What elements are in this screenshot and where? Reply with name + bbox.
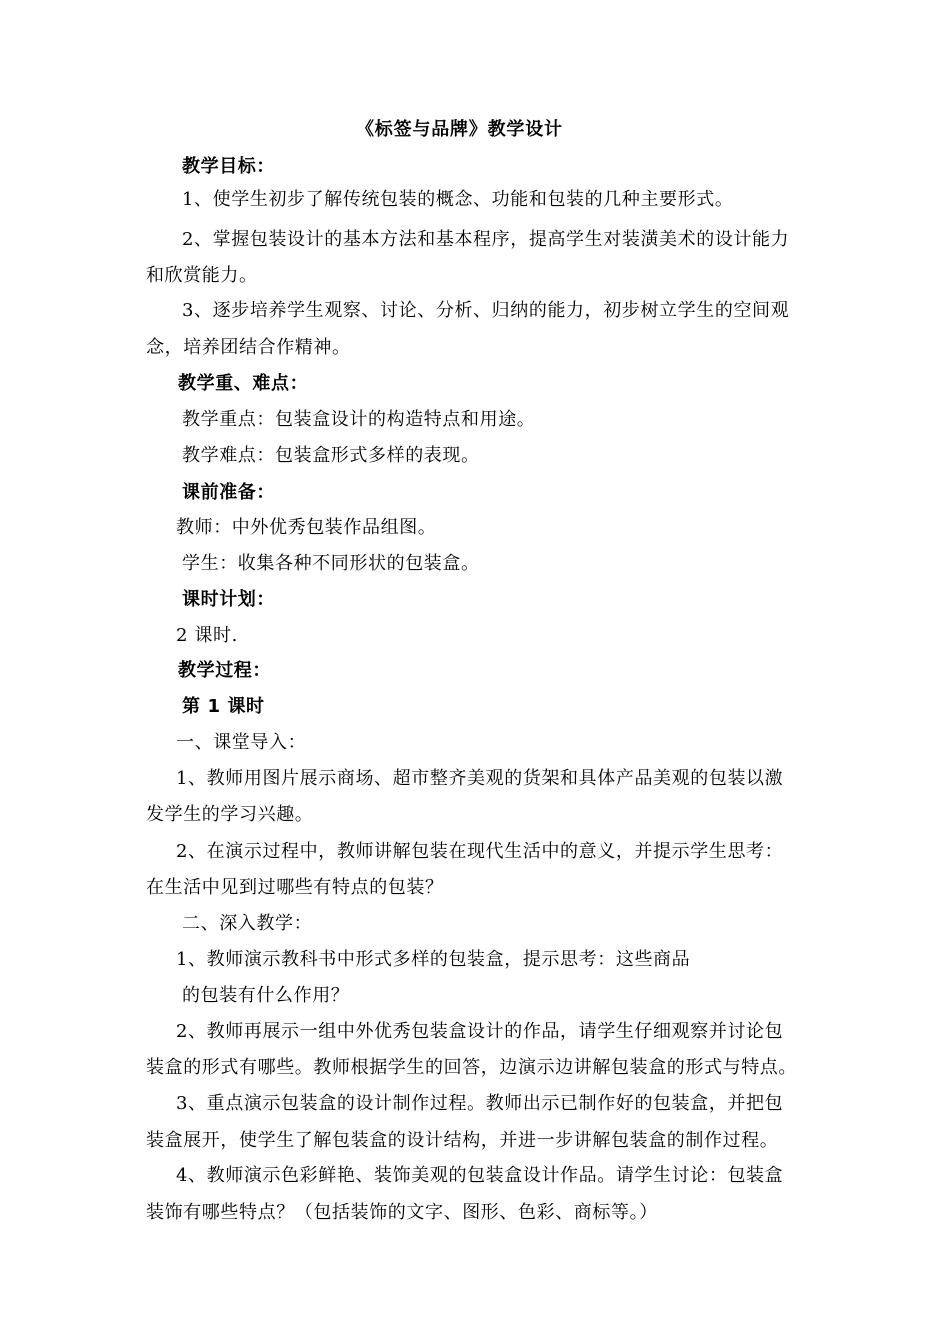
lesson-1-heading: 第 1 课时 (182, 696, 265, 717)
schedule-heading: 课时计划： (182, 589, 275, 610)
intro-heading: 一、课堂导入： (176, 732, 307, 753)
intro-item-2-line-2: 在生活中见到过哪些有特点的包装？ (146, 877, 444, 898)
objective-item-2-line-2: 和欣赏能力。 (146, 265, 258, 286)
deep-item-3-line-2: 装盒展开，使学生了解包装盒的设计结构，并进一步讲解包装盒的制作过程。 (146, 1130, 779, 1151)
intro-item-1-line-1: 1、教师用图片展示商场、超市整齐美观的货架和具体产品美观的包装以激 (176, 768, 784, 789)
deep-item-2-line-1: 2、教师再展示一组中外优秀包装盒设计的作品，请学生仔细观察并讨论包 (176, 1021, 784, 1042)
deep-heading: 二、深入教学： (182, 913, 313, 934)
objective-item-3-line-1: 3、逐步培养学生观察、讨论、分析、归纳的能力，初步树立学生的空间观 (182, 300, 790, 321)
intro-item-1-line-2: 发学生的学习兴趣。 (146, 804, 314, 825)
difficulty-point: 教学难点：包装盒形式多样的表现。 (182, 445, 480, 466)
preparation-teacher: 教师：中外优秀包装作品组图。 (176, 517, 437, 538)
deep-item-1-line-2: 的包装有什么作用？ (182, 985, 350, 1006)
deep-item-2-line-2: 装盒的形式有哪些。教师根据学生的回答，边演示边讲解包装盒的形式与特点。 (146, 1057, 797, 1078)
objectives-heading: 教学目标： (182, 156, 275, 177)
deep-item-3-line-1: 3、重点演示包装盒的设计制作过程。教师出示已制作好的包装盒，并把包 (176, 1093, 784, 1114)
deep-item-4-line-1: 4、教师演示色彩鲜艳、装饰美观的包装盒设计作品。请学生讨论：包装盒 (176, 1165, 784, 1186)
deep-item-4-line-2: 装饰有哪些特点？（包括装饰的文字、图形、色彩、商标等。） (146, 1202, 658, 1223)
objective-item-3-line-2: 念，培养团结合作精神。 (146, 337, 351, 358)
intro-item-2-line-1: 2、在演示过程中，教师讲解包装在现代生活中的意义，并提示学生思考： (176, 841, 784, 862)
process-heading: 教学过程： (178, 660, 271, 681)
preparation-student: 学生：收集各种不同形状的包装盒。 (182, 553, 480, 574)
objective-item-2-line-1: 2、掌握包装设计的基本方法和基本程序，提高学生对装潢美术的设计能力 (182, 229, 790, 250)
key-point: 教学重点：包装盒设计的构造特点和用途。 (182, 409, 536, 430)
schedule-value: 2 课时. (176, 625, 238, 646)
key-points-heading: 教学重、难点： (178, 373, 309, 394)
objective-item-1: 1、使学生初步了解传统包装的概念、功能和包装的几种主要形式。 (182, 189, 734, 210)
document-title: 《标签与品牌》教学设计 (356, 119, 563, 140)
deep-item-1-line-1: 1、教师演示教科书中形式多样的包装盒，提示思考：这些商品 (176, 949, 691, 970)
preparation-heading: 课前准备： (182, 482, 275, 503)
